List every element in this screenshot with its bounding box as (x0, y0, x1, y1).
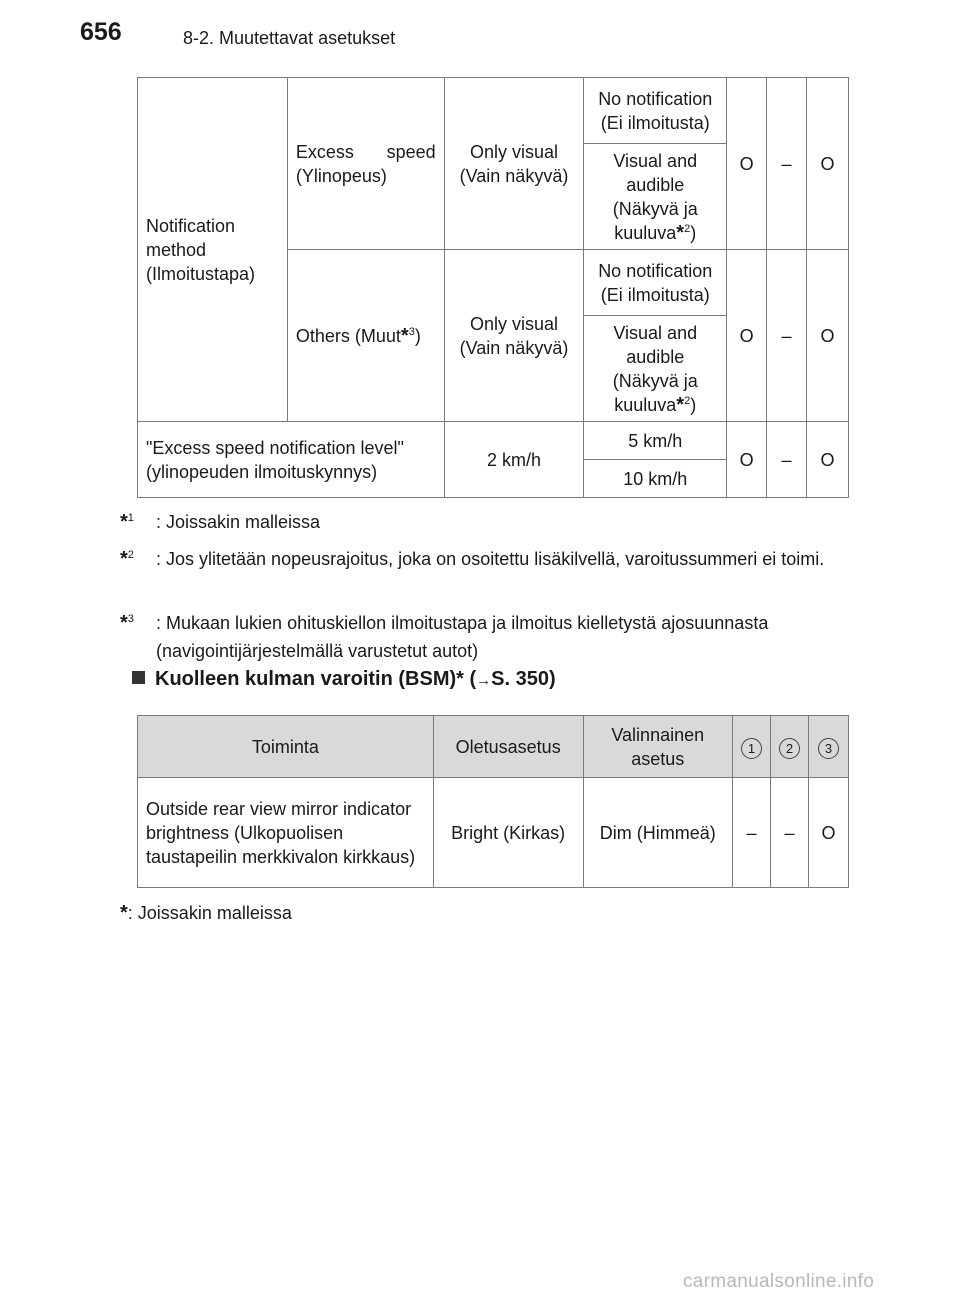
footnote-bsm-text: : Joissakin malleissa (127, 903, 292, 923)
footnote-sup: 2 (127, 549, 134, 561)
circled-number-1: 1 (741, 738, 762, 759)
cell-visual-audible-2 (584, 316, 727, 422)
cell-c1: – (733, 778, 771, 888)
bsm-title: Kuolleen kulman varoitin (BSM) (155, 668, 457, 690)
footnote-mark: * (400, 324, 409, 347)
cell-only-visual-1: Only visual (Vain näkyvä) (444, 78, 584, 250)
footnote-mark: * (120, 548, 128, 570)
footnote-sup: 3 (127, 613, 134, 625)
cell-default: Bright (Kirkas) (433, 778, 583, 888)
cell-only-visual-2: Only visual (Vain näkyvä) (444, 250, 584, 422)
circled-number-2: 2 (779, 738, 800, 759)
others-text: Others (Muut (295, 325, 401, 346)
watermark: carmanualsonline.info (683, 1271, 875, 1292)
cell-mark-1-3: O (807, 78, 849, 250)
footnote-sup: 2 (684, 222, 691, 235)
footnote-2 (120, 545, 850, 573)
cell-level-default: 2 km/h (444, 422, 584, 498)
footnote-mark: * (120, 511, 128, 533)
header-optional: Valinnainen asetus (583, 716, 733, 778)
visual-audible-text: Visual and audible (Näkyvä ja kuuluva (612, 150, 698, 243)
paren: ) (414, 325, 421, 346)
settings-table-speed (137, 77, 849, 498)
footnote-bsm (120, 899, 850, 927)
cell-notification-method: Notification method (Ilmoitustapa) (138, 78, 288, 422)
cell-c2: – (771, 778, 809, 888)
cell-mark-2-1: O (727, 250, 767, 422)
excess-speed-label: Excess speed (Ylinopeus) (295, 141, 436, 186)
cell-no-notification-1: No notification (Ei ilmoitusta) (584, 78, 727, 144)
footnote-mark: * (676, 393, 685, 416)
cell-others (287, 250, 444, 422)
cell-mark-3-3: O (807, 422, 849, 498)
bsm-heading (132, 668, 556, 691)
footnote-mark: * (456, 668, 464, 690)
footnote-3-text: : Mukaan lukien ohituskiellon ilmoitustapa ja ilmoitus kielletystä ajosuunnasta (navigointijärjestelmällä varustetut autot) (156, 613, 769, 661)
cell-excess-speed (287, 78, 444, 250)
header-circle-1 (733, 716, 771, 778)
cell-level-opt1: 5 km/h (584, 422, 727, 460)
bsm-ref-page[interactable]: S. 350) (491, 668, 556, 690)
cell-function: Outside rear view mirror indicator brightness (Ulkopuolisen taustapeilin merkkivalon kirkkaus) (138, 778, 434, 888)
paren: ) (690, 222, 697, 243)
cell-optional: Dim (Himmeä) (583, 778, 733, 888)
footnote-mark: * (676, 221, 685, 244)
footnote-3 (120, 609, 850, 665)
cell-level-opt2: 10 km/h (584, 460, 727, 498)
cell-c3: O (809, 778, 849, 888)
footnote-sup: 2 (684, 394, 691, 407)
cell-visual-audible-1 (584, 144, 727, 250)
header-circle-2 (771, 716, 809, 778)
footnote-mark: * (120, 612, 128, 634)
paren: ) (690, 394, 697, 415)
footnote-sup: 3 (408, 325, 415, 338)
cell-mark-1-2: – (767, 78, 807, 250)
footnote-2-text: : Jos ylitetään nopeusrajoitus, joka on osoitettu lisäkilvellä, varoitussummeri ei toimi. (156, 549, 825, 569)
footnote-sup: 1 (127, 512, 134, 524)
page-number: 656 (80, 18, 122, 46)
header-circle-3 (809, 716, 849, 778)
circled-number-3: 3 (818, 738, 839, 759)
header-default: Oletusasetus (433, 716, 583, 778)
footnote-mark: * (120, 902, 128, 924)
visual-audible-text: Visual and audible (Näkyvä ja kuuluva (612, 322, 698, 415)
cell-mark-3-1: O (727, 422, 767, 498)
cell-mark-1-1: O (727, 78, 767, 250)
cell-no-notification-2: No notification (Ei ilmoitusta) (584, 250, 727, 316)
cell-mark-3-2: – (767, 422, 807, 498)
cell-level-label: "Excess speed notification level" (ylinopeuden ilmoituskynnys) (138, 422, 445, 498)
settings-table-bsm (137, 715, 849, 888)
square-bullet-icon (132, 671, 145, 684)
cell-mark-2-2: – (767, 250, 807, 422)
bsm-ref-open: ( (463, 668, 477, 690)
cell-mark-2-3: O (807, 250, 849, 422)
arrow-right-icon: → (476, 672, 492, 689)
footnote-1 (120, 508, 850, 536)
footnote-1-text: : Joissakin malleissa (156, 512, 321, 532)
section-title: 8-2. Muutettavat asetukset (183, 28, 396, 48)
header-function: Toiminta (138, 716, 434, 778)
